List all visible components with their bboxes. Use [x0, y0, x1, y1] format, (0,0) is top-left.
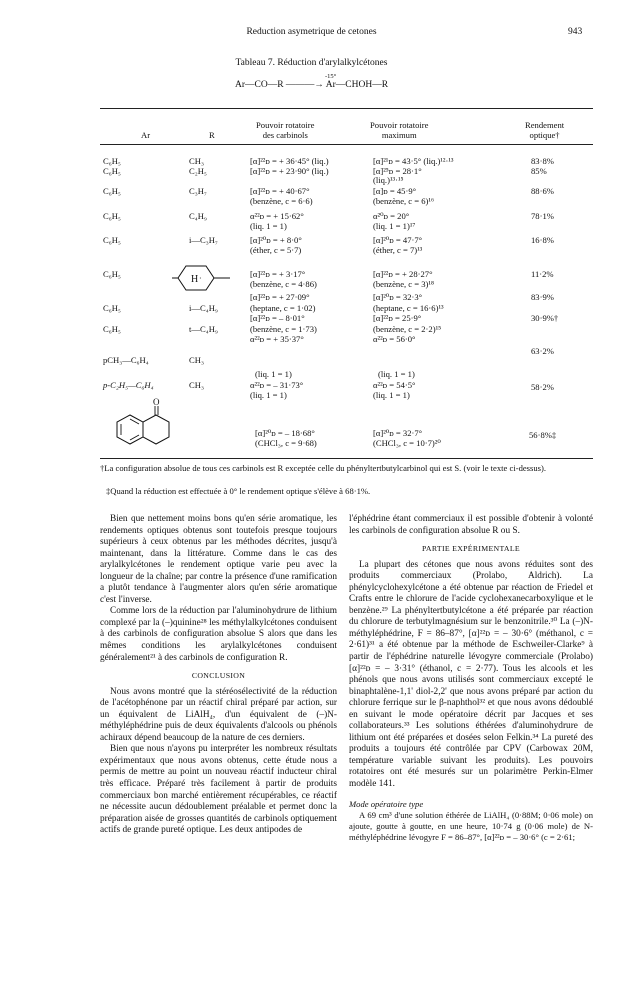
section-heading-experimental: PARTIE EXPÉRIMENTALE [422, 544, 520, 554]
section-heading-conclusion: CONCLUSION [191, 671, 246, 681]
table-footnote-2: ‡Quand la réduction est effectuée à 0° le rendement optique s'élève à 68·1%. [106, 486, 371, 496]
cell-yield: 83·8% 85% [531, 156, 554, 176]
cell-rotation-max: (benzène, c = 2·2)¹⁵ α²²ᴅ = 56·0° [373, 324, 442, 344]
cell-rotation-max: (liq. 1 = 1) [378, 369, 415, 379]
cell-rotation: (liq. 1 = 1) [255, 369, 292, 379]
paragraph: Nous avons montré que la stéréosélectivité de la réduction de l'acétophénone par un réactif chiral préparé par action, sur un équivalent de LiAlH₄, d'un équivalent de (–)N-méthyléphédrine puis de deux équivalents d'alcools ou phénols achiraux dépend beaucoup de la nature de ces derniers. [100, 686, 337, 743]
cell-rotation-max: [α]²¹ᴅ = 43·5° (liq.)¹²·¹³ [α]²⁵ᴅ = 28·1° (liq.)¹³·¹⁵ [373, 156, 454, 186]
cell-ar: pCH₃—C₆H₄ [103, 355, 149, 365]
cell-yield: 88·6% [531, 186, 554, 196]
table-bottom-rule [100, 458, 593, 459]
table-header-rule [100, 144, 593, 145]
cell-rotation-max: [α]²⁰ᴅ = 47·7° (éther, c = 7)¹³ [373, 235, 423, 255]
header-rotation-carbinols: Pouvoir rotatoire des carbinols [256, 120, 315, 140]
cell-rotation: [α]²²ᴅ = + 3·17° (benzène, c = 4·86) [250, 269, 317, 289]
cell-r: CH₃ [189, 380, 204, 390]
reaction-scheme: Ar—CO—R ———→ Ar—CHOH—R [234, 80, 389, 90]
paragraph: A 69 cm³ d'une solution éthérée de LiAlH₄ (0·88M; 0·06 mole) on ajoute, goutte à goutte, en une heure, 10·74 g (0·06 mole) de N-méthyléphédrine lévogyre F = 86–87°, [α]²²ᴅ = – 30·6° (c = 2·61; [349, 810, 593, 842]
right-column [349, 514, 593, 843]
cell-ar: C₆H₅ [103, 235, 121, 245]
cell-yield: 11·2% [531, 269, 554, 279]
header-r: R [209, 130, 215, 140]
cell-r: i—C₃H₇ [189, 235, 218, 245]
cell-rotation: [α]²⁰ᴅ = + 8·0° (éther, c = 5·7) [250, 235, 302, 255]
cell-rotation-max: [α]ᴅ = 45·9° (benzène, c = 6)¹⁶ [373, 186, 434, 206]
paragraph: Comme lors de la réduction par l'aluminohydrure de lithium complexé par la (–)quinine²⁸ les méthylalkylcétones conduisent à des carbinols de configuration absolue S alors que dans les mêmes conditions les arylalkylcétones conduisent généralement²¹ à des carbinols de configuration R. [100, 606, 337, 663]
cell-ar: C₆H₅ [103, 269, 121, 279]
cell-rotation: [α]²²ᴅ = + 40·67° (benzène, c = 6·6) [250, 186, 313, 206]
cell-r: CH₃ C₂H₅ [189, 156, 207, 176]
tetralone-oxygen-label: O [153, 397, 160, 407]
cell-yield: 16·8% [531, 235, 554, 245]
cell-yield: 78·1% [531, 211, 554, 221]
cyclohexyl-label: H [191, 274, 199, 285]
page-number: 943 [568, 27, 583, 37]
left-column [100, 514, 337, 837]
cell-ar: p-C₂H₅—C₆H₄ [103, 380, 154, 390]
paragraph: La plupart des cétones que nous avons réduites sont des produits commerciaux (Prolabo, Aldrich). La phénylcyclohexylcétone a été obtenue par réaction de Friedel et Crafts entre le chlorure de l'acide cyclohexanecarboxylique et le benzène.²⁹ La phényltertbutylcétone a été préparée par réaction du chlorure de terbutylmagnésium sur le benzonitrile.³⁰ La (–)N-méthyléphédrine, F = 86–87°, [α]²²ᴅ = – 30·6° (méthanol, c = 2·61)³¹ a été obtenue par la méthode de Eschweiler-Clarke⁹ à partir de l'éphédrine naturelle lévogyre commerciale (Prolabo) [α]²²ᴅ = – 3·31° (éthanol, c = 2·77). Tous les alcools et les phénols que nous avons utilisés sont commerciaux excepté le binaphtalène-1,1' diol-2,2' que nous avons préparé par action du chlorure ferrique sur le β-naphthol³² et que nous avons dédoublé en suivant le mode opératoire décrit par Jacques et ses collaborateurs.³³ Les solutions éthérées d'aluminohydrure de lithium ont été préparées et dosées selon Felkin.³⁴ La pureté des produits a toujours été contrôlée par CPV (Carbowax 20M, température variable suivant les produits). Les pouvoirs rotatoires ont été mesurés sur un polarimètre Perkin-Elmer modèle 141. [349, 559, 593, 790]
cell-rotation-max: α²²ᴅ = 54·5° (liq. 1 = 1) [373, 380, 416, 400]
cell-yield: 30·9%† [531, 313, 559, 323]
cell-ar: C₆H₅ [103, 211, 121, 221]
cell-rotation: α²²ᴅ = – 31·73° (liq. 1 = 1) [250, 380, 304, 400]
paragraph: Bien que nettement moins bons qu'en série aromatique, les rendements optiques obtenus sont toutefois presque toujours supérieurs à ceux obtenus par les méthodes décrites, jusqu'à maintenant, dans la littérature. Comme dans le cas des arylalkylcétones le rendement optique varie peu avec la longueur de la chaîne; par contre la présence d'une ramification a plutôt tendance à l'augmenter alors qu'en série aromatique c'est l'inverse. [100, 514, 337, 605]
paragraph: l'éphédrine étant commerciaux il est possible d'obtenir à volonté les carbinols de configuration absolue R ou S. [349, 514, 593, 536]
cell-rotation: [α]²²ᴅ = + 27·09° [250, 292, 310, 302]
svg-text:·: · [199, 274, 202, 283]
tetralone-structure [110, 397, 185, 453]
cell-r: C₃H₇ [189, 186, 207, 196]
table-top-rule [100, 108, 593, 109]
table-footnote-1: †La configuration absolue de tous ces carbinols est R exceptée celle du phényltertbutylcarbinol qui est S. (voir le texte ci-dessus). [100, 463, 547, 473]
cell-rotation: (heptane, c = 1·02) [α]²²ᴅ = – 8·01° [250, 303, 316, 323]
cell-yield: 58·2% [531, 382, 554, 392]
cell-rotation: (benzène, c = 1·73) α²²ᴅ = + 35·37° [250, 324, 317, 344]
cell-rotation-max: [α]²²ᴅ = + 28·27° (benzène, c = 3)¹⁸ [373, 269, 434, 289]
cell-r: C₄H₉ [189, 211, 207, 221]
subheading-mode-operatoire: Mode opératoire type [349, 798, 424, 809]
paragraph: Bien que nous n'ayons pu interpréter les nombreux résultats expérimentaux que nous avons obtenus, cette étude nous a permis de mettre au point un nouveau réactif inducteur chiral très efficace. Préparé très facilement à partir de produits commerciaux bon marché entièrement récupérables, ce réactif ne nécessite aucun dédoublement préalable et permet donc la préparation aisée de grosses quantités de carbinols optiquement actifs de grande pureté optique. Les deux antipodes de [100, 744, 337, 836]
cyclohexyl-structure [172, 263, 232, 293]
header-rotation-maximum: Pouvoir rotatoire maximum [370, 120, 429, 140]
header-ar: Ar [141, 130, 151, 140]
cell-r: i—C₄H₉ [189, 303, 218, 313]
cell-yield: 63·2% [531, 346, 554, 356]
cell-r: CH₃ [189, 355, 204, 365]
cell-rotation-max: (heptane, c = 16·6)¹³ [α]²²ᴅ = 25·9° [373, 303, 444, 323]
cell-rotation-max: [α]²⁰ᴅ = 32·7° (CHCl₃, c = 10·7)²⁰ [373, 428, 441, 448]
cell-r: t—C₄H₉ [189, 324, 218, 334]
cell-rotation: [α]²²ᴅ = + 36·45° (liq.) [α]²²ᴅ = + 23·90° (liq.) [250, 156, 329, 176]
cell-yield: 83·9% [531, 292, 554, 302]
header-optical-yield: Rendement optique† [525, 120, 565, 140]
cell-ar: C₆H₅ [103, 303, 121, 313]
cell-yield: 56·8%‡ [529, 430, 557, 440]
scheme-temperature: -15° [325, 73, 337, 80]
cell-rotation-max: α²⁰ᴅ = 20° (liq. 1 = 1)¹⁷ [373, 211, 416, 231]
cell-ar: C₆H₅ [103, 186, 121, 196]
cell-ar: C₆H₅ C₆H₅ [103, 156, 121, 176]
table-title: Tableau 7. Réduction d'arylalkylcétones [235, 58, 388, 68]
cell-ar: C₆H₅ [103, 324, 121, 334]
cell-rotation: α²²ᴅ = + 15·62° (liq. 1 = 1) [250, 211, 304, 231]
cell-rotation: [α]²⁰ᴅ = – 18·68° (CHCl₃, c = 9·68) [255, 428, 317, 448]
cell-rotation-max: [α]²⁰ᴅ = 32·3° [373, 292, 423, 302]
running-title: Reduction asymetrique de cetones [246, 27, 377, 37]
